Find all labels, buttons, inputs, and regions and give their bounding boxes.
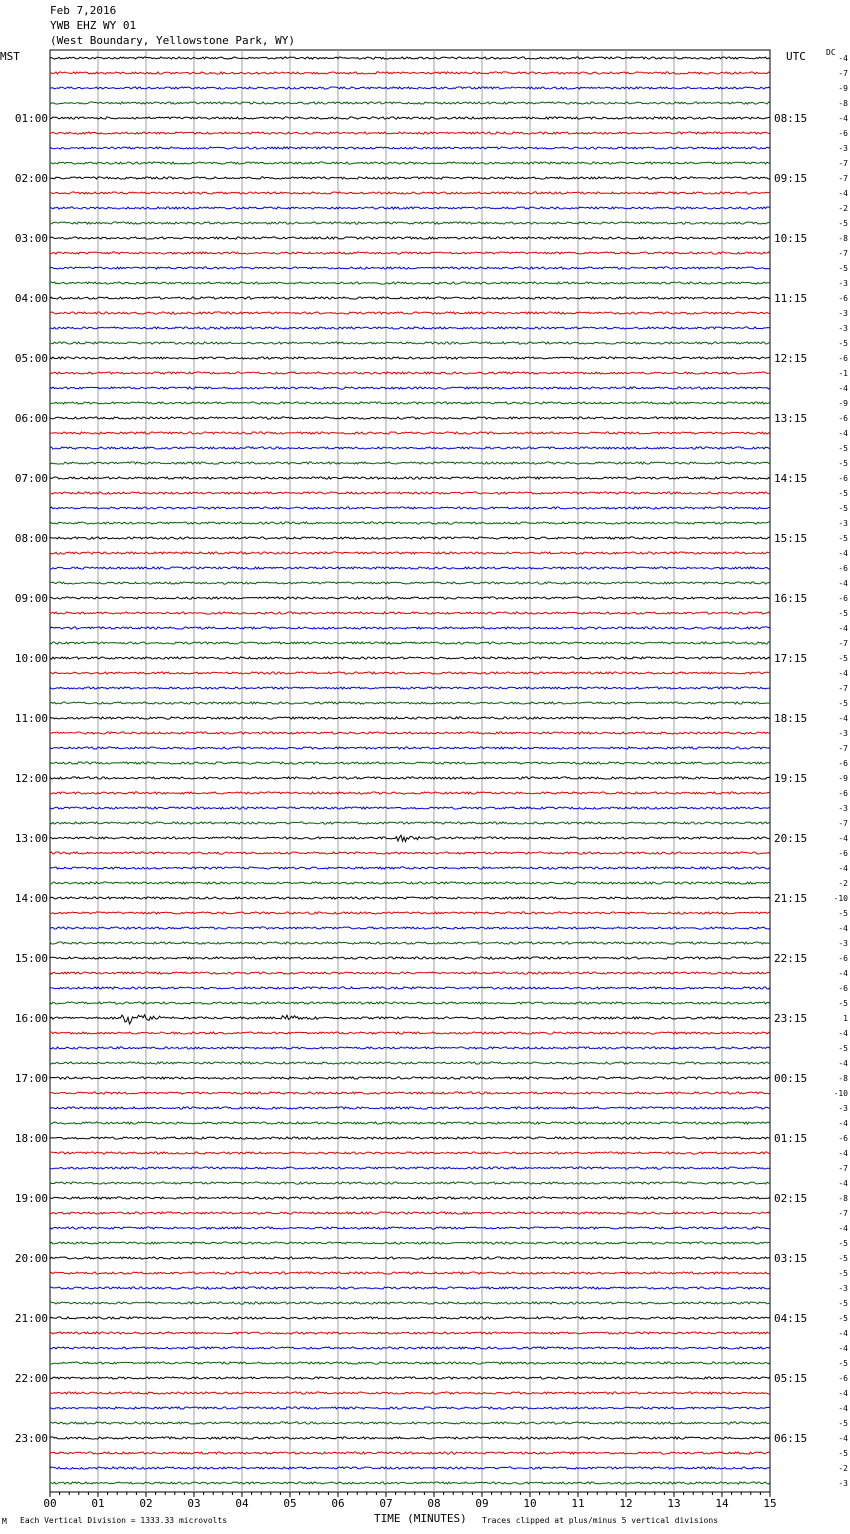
dc-offset-label: -3 <box>838 324 848 333</box>
trace-line <box>50 1002 770 1004</box>
mst-hour-label: 20:00 <box>14 1252 48 1265</box>
x-tick-label: 07 <box>379 1497 393 1510</box>
dc-offset-label: -4 <box>838 189 848 198</box>
mst-hour-label: 08:00 <box>14 532 48 545</box>
utc-hour-label: 23:15 <box>774 1012 808 1025</box>
trace-line <box>50 1332 770 1334</box>
trace-line <box>50 1107 770 1109</box>
dc-offset-label: -3 <box>838 144 848 153</box>
utc-hour-label: 17:15 <box>774 652 808 665</box>
dc-offset-label: -4 <box>838 1179 848 1188</box>
dc-offset-label: -2 <box>838 204 848 213</box>
dc-offset-label: -5 <box>838 1449 848 1458</box>
x-tick-label: 14 <box>715 1497 729 1510</box>
trace-line <box>50 522 770 524</box>
utc-hour-label: 05:15 <box>774 1372 808 1385</box>
trace-line <box>50 777 770 779</box>
dc-offset-label: -4 <box>838 669 848 678</box>
dc-label: DC <box>826 48 836 57</box>
station-code: YWB EHZ WY 01 <box>50 19 137 32</box>
trace-line <box>50 342 770 344</box>
trace-line <box>50 1197 770 1199</box>
trace-line <box>50 1377 770 1379</box>
trace-line <box>50 1467 770 1469</box>
dc-offset-label: -6 <box>838 129 848 138</box>
dc-offset-label: -5 <box>838 1239 848 1248</box>
trace-line <box>50 1392 770 1394</box>
dc-offset-label: -4 <box>838 1404 848 1413</box>
dc-offset-label: -5 <box>838 459 848 468</box>
dc-offset-label: -7 <box>838 744 848 753</box>
mst-hour-label: 10:00 <box>14 652 48 665</box>
utc-hour-label: 11:15 <box>774 292 808 305</box>
trace-line <box>50 687 770 689</box>
dc-offset-label: -3 <box>838 1284 848 1293</box>
trace-line <box>50 822 770 824</box>
trace-line <box>50 102 770 104</box>
trace-line <box>50 1137 770 1139</box>
trace-line <box>50 957 770 959</box>
dc-offset-label: 1 <box>843 1014 848 1023</box>
dc-offset-label: -4 <box>838 1059 848 1068</box>
dc-offset-label: -7 <box>838 1164 848 1173</box>
trace-line <box>50 552 770 554</box>
dc-offset-label: -5 <box>838 534 848 543</box>
trace-line <box>50 1062 770 1064</box>
trace-line <box>50 1152 770 1154</box>
dc-offset-label: -6 <box>838 594 848 603</box>
dc-offset-label: -7 <box>838 684 848 693</box>
trace-line <box>50 1092 770 1094</box>
trace-line <box>50 222 770 224</box>
dc-offset-label: -6 <box>838 414 848 423</box>
trace-line <box>50 72 770 74</box>
dc-offset-label: -4 <box>838 864 848 873</box>
trace-line <box>50 1272 770 1274</box>
dc-offset-label: -5 <box>838 489 848 498</box>
x-tick-label: 02 <box>139 1497 153 1510</box>
dc-offset-label: -4 <box>838 1224 848 1233</box>
trace-line <box>50 207 770 209</box>
trace-line <box>50 252 770 254</box>
trace-line <box>50 1317 770 1319</box>
dc-offset-label: -7 <box>838 249 848 258</box>
dc-offset-label: -4 <box>838 969 848 978</box>
trace-line <box>50 162 770 164</box>
utc-hour-label: 14:15 <box>774 472 808 485</box>
dc-offset-label: -3 <box>838 939 848 948</box>
dc-offset-label: -6 <box>838 984 848 993</box>
dc-offset-label: -5 <box>838 699 848 708</box>
mst-hour-label: 09:00 <box>14 592 48 605</box>
dc-offset-label: -6 <box>838 1374 848 1383</box>
mst-hour-label: 04:00 <box>14 292 48 305</box>
trace-line <box>50 1437 770 1439</box>
trace-line <box>50 942 770 944</box>
dc-offset-label: -4 <box>838 1344 848 1353</box>
dc-offset-label: -7 <box>838 174 848 183</box>
utc-hour-label: 06:15 <box>774 1432 808 1445</box>
dc-offset-label: -6 <box>838 759 848 768</box>
trace-line <box>50 852 770 854</box>
trace-line <box>50 1227 770 1229</box>
x-axis-title: TIME (MINUTES) <box>374 1512 467 1525</box>
dc-offset-label: -5 <box>838 654 848 663</box>
dc-offset-label: -4 <box>838 384 848 393</box>
trace-line <box>50 1347 770 1349</box>
dc-offset-label: -8 <box>838 234 848 243</box>
dc-offset-label: -5 <box>838 1359 848 1368</box>
trace-line <box>50 177 770 179</box>
trace-line <box>50 117 770 119</box>
dc-offset-label: -6 <box>838 474 848 483</box>
trace-line <box>50 567 770 569</box>
mst-hour-label: 03:00 <box>14 232 48 245</box>
mst-hour-label: 05:00 <box>14 352 48 365</box>
trace-line <box>50 372 770 374</box>
trace-line <box>50 867 770 869</box>
dc-offset-label: -5 <box>838 1314 848 1323</box>
trace-line <box>50 1122 770 1124</box>
plot-frame <box>50 50 770 1492</box>
utc-hour-label: 21:15 <box>774 892 808 905</box>
mst-hour-label: 14:00 <box>14 892 48 905</box>
dc-offset-label: -3 <box>838 1479 848 1488</box>
dc-offset-label: -4 <box>838 114 848 123</box>
trace-line <box>50 657 770 659</box>
dc-offset-label: -7 <box>838 159 848 168</box>
trace-line <box>50 1407 770 1409</box>
utc-hour-label: 18:15 <box>774 712 808 725</box>
trace-line <box>50 927 770 929</box>
dc-offset-label: -4 <box>838 1329 848 1338</box>
x-tick-label: 05 <box>283 1497 297 1510</box>
scale-note: Each Vertical Division = 1333.33 microvolts <box>20 1516 228 1525</box>
trace-line <box>50 87 770 89</box>
dc-offset-label: -5 <box>838 609 848 618</box>
trace-line <box>50 987 770 989</box>
dc-offset-label: -2 <box>838 879 848 888</box>
x-tick-label: 11 <box>571 1497 585 1510</box>
trace-line <box>50 462 770 464</box>
utc-hour-label: 01:15 <box>774 1132 808 1145</box>
trace-line <box>50 477 770 479</box>
trace-line <box>50 1482 770 1484</box>
trace-line <box>50 1047 770 1049</box>
dc-offset-label: -8 <box>838 99 848 108</box>
dc-offset-label: -5 <box>838 1299 848 1308</box>
utc-hour-label: 03:15 <box>774 1252 808 1265</box>
dc-offset-label: -10 <box>833 1089 848 1098</box>
dc-offset-label: -9 <box>838 84 848 93</box>
utc-hour-label: 12:15 <box>774 352 808 365</box>
trace-line <box>50 492 770 494</box>
dc-offset-label: -5 <box>838 264 848 273</box>
dc-offset-label: -9 <box>838 399 848 408</box>
dc-offset-label: -4 <box>838 579 848 588</box>
trace-line <box>50 835 770 841</box>
dc-offset-label: -4 <box>838 1029 848 1038</box>
dc-offset-label: -5 <box>838 1269 848 1278</box>
x-tick-label: 09 <box>475 1497 489 1510</box>
dc-offset-label: -5 <box>838 1254 848 1263</box>
dc-offset-label: -3 <box>838 804 848 813</box>
trace-line <box>50 972 770 974</box>
trace-line <box>50 762 770 764</box>
trace-line <box>50 627 770 629</box>
dc-offset-label: -7 <box>838 1209 848 1218</box>
x-tick-label: 00 <box>43 1497 57 1510</box>
mst-hour-label: 15:00 <box>14 952 48 965</box>
mst-hour-label: 21:00 <box>14 1312 48 1325</box>
trace-line <box>50 507 770 509</box>
dc-offset-label: -7 <box>838 819 848 828</box>
clip-note: Traces clipped at plus/minus 5 vertical divisions <box>482 1516 719 1525</box>
dc-offset-label: -4 <box>838 1149 848 1158</box>
trace-line <box>50 597 770 599</box>
utc-hour-label: 10:15 <box>774 232 808 245</box>
mst-hour-label: 02:00 <box>14 172 48 185</box>
mst-hour-label: 11:00 <box>14 712 48 725</box>
trace-line <box>50 747 770 749</box>
dc-offset-label: -6 <box>838 564 848 573</box>
trace-line <box>50 132 770 134</box>
utc-hour-label: 15:15 <box>774 532 808 545</box>
station-location: (West Boundary, Yellowstone Park, WY) <box>50 34 296 47</box>
dc-offset-label: -4 <box>838 54 848 63</box>
dc-offset-label: -5 <box>838 339 848 348</box>
dc-offset-label: -8 <box>838 1194 848 1203</box>
trace-line <box>50 612 770 614</box>
trace-line <box>50 1015 770 1024</box>
mst-hour-label: 22:00 <box>14 1372 48 1385</box>
dc-offset-label: -4 <box>838 924 848 933</box>
left-timezone-label: MST <box>0 50 20 63</box>
trace-line <box>50 1032 770 1034</box>
trace-line <box>50 1422 770 1424</box>
utc-hour-label: 04:15 <box>774 1312 808 1325</box>
trace-line <box>50 642 770 644</box>
dc-offset-label: -4 <box>838 624 848 633</box>
dc-offset-label: -8 <box>838 1074 848 1083</box>
dc-offset-label: -5 <box>838 219 848 228</box>
dc-offset-label: -4 <box>838 549 848 558</box>
mst-hour-label: 19:00 <box>14 1192 48 1205</box>
trace-line <box>50 1212 770 1214</box>
dc-offset-label: -5 <box>838 504 848 513</box>
dc-offset-label: -7 <box>838 639 848 648</box>
trace-line <box>50 897 770 899</box>
x-tick-label: 13 <box>667 1497 681 1510</box>
x-tick-label: 06 <box>331 1497 345 1510</box>
dc-offset-label: -6 <box>838 1134 848 1143</box>
x-tick-label: 12 <box>619 1497 633 1510</box>
dc-offset-label: -5 <box>838 1419 848 1428</box>
dc-offset-label: -4 <box>838 1119 848 1128</box>
mst-hour-label: 07:00 <box>14 472 48 485</box>
x-tick-label: 03 <box>187 1497 201 1510</box>
utc-hour-label: 00:15 <box>774 1072 808 1085</box>
trace-line <box>50 357 770 359</box>
trace-line <box>50 1242 770 1244</box>
trace-line <box>50 282 770 284</box>
dc-offset-label: -3 <box>838 519 848 528</box>
trace-line <box>50 1167 770 1169</box>
trace-line <box>50 447 770 449</box>
trace-line <box>50 1362 770 1364</box>
trace-line <box>50 417 770 419</box>
dc-offset-label: -4 <box>838 429 848 438</box>
trace-line <box>50 807 770 809</box>
trace-line <box>50 147 770 149</box>
x-tick-label: 01 <box>91 1497 105 1510</box>
trace-line <box>50 312 770 314</box>
mst-hour-label: 13:00 <box>14 832 48 845</box>
mst-hour-label: 18:00 <box>14 1132 48 1145</box>
trace-line <box>50 1077 770 1079</box>
dc-offset-label: -3 <box>838 1104 848 1113</box>
utc-hour-label: 13:15 <box>774 412 808 425</box>
mst-hour-label: 01:00 <box>14 112 48 125</box>
dc-offset-label: -5 <box>838 444 848 453</box>
dc-offset-label: -10 <box>833 894 848 903</box>
x-tick-label: 15 <box>763 1497 777 1510</box>
dc-offset-label: -6 <box>838 954 848 963</box>
trace-line <box>50 192 770 194</box>
trace-line <box>50 912 770 914</box>
trace-line <box>50 237 770 239</box>
x-tick-label: 08 <box>427 1497 441 1510</box>
dc-offset-label: -3 <box>838 729 848 738</box>
dc-offset-label: -1 <box>838 369 848 378</box>
trace-line <box>50 432 770 434</box>
trace-line <box>50 1452 770 1454</box>
trace-line <box>50 1182 770 1184</box>
trace-line <box>50 1302 770 1304</box>
dc-offset-label: -4 <box>838 714 848 723</box>
trace-line <box>50 402 770 404</box>
trace-line <box>50 717 770 719</box>
right-timezone-label: UTC <box>786 50 806 63</box>
utc-hour-label: 22:15 <box>774 952 808 965</box>
trace-line <box>50 297 770 299</box>
dc-offset-label: -7 <box>838 69 848 78</box>
dc-offset-label: -2 <box>838 1464 848 1473</box>
trace-line <box>50 792 770 794</box>
dc-offset-label: -6 <box>838 849 848 858</box>
dc-offset-label: -5 <box>838 909 848 918</box>
utc-hour-label: 02:15 <box>774 1192 808 1205</box>
trace-line <box>50 327 770 329</box>
mst-hour-label: 17:00 <box>14 1072 48 1085</box>
dc-offset-label: -6 <box>838 294 848 303</box>
dc-offset-label: -4 <box>838 834 848 843</box>
dc-offset-label: -6 <box>838 789 848 798</box>
dc-offset-label: -9 <box>838 774 848 783</box>
x-tick-label: 04 <box>235 1497 249 1510</box>
trace-line <box>50 1287 770 1289</box>
dc-offset-label: -5 <box>838 1044 848 1053</box>
utc-hour-label: 08:15 <box>774 112 808 125</box>
corner-mark: M <box>2 1517 7 1526</box>
trace-line <box>50 672 770 674</box>
utc-hour-label: 09:15 <box>774 172 808 185</box>
utc-hour-label: 19:15 <box>774 772 808 785</box>
trace-line <box>50 732 770 734</box>
mst-hour-label: 06:00 <box>14 412 48 425</box>
trace-line <box>50 537 770 539</box>
mst-hour-label: 23:00 <box>14 1432 48 1445</box>
dc-offset-label: -4 <box>838 1389 848 1398</box>
trace-line <box>50 387 770 389</box>
mst-hour-label: 16:00 <box>14 1012 48 1025</box>
trace-line <box>50 57 770 59</box>
chart-date: Feb 7,2016 <box>50 4 117 17</box>
trace-line <box>50 882 770 884</box>
mst-hour-label: 12:00 <box>14 772 48 785</box>
trace-line <box>50 1257 770 1259</box>
dc-offset-label: -3 <box>838 279 848 288</box>
trace-line <box>50 702 770 704</box>
dc-offset-label: -6 <box>838 354 848 363</box>
dc-offset-label: -5 <box>838 999 848 1008</box>
utc-hour-label: 16:15 <box>774 592 808 605</box>
x-tick-label: 10 <box>523 1497 537 1510</box>
dc-offset-label: -3 <box>838 309 848 318</box>
utc-hour-label: 20:15 <box>774 832 808 845</box>
trace-line <box>50 267 770 269</box>
dc-offset-label: -4 <box>838 1434 848 1443</box>
trace-line <box>50 582 770 584</box>
